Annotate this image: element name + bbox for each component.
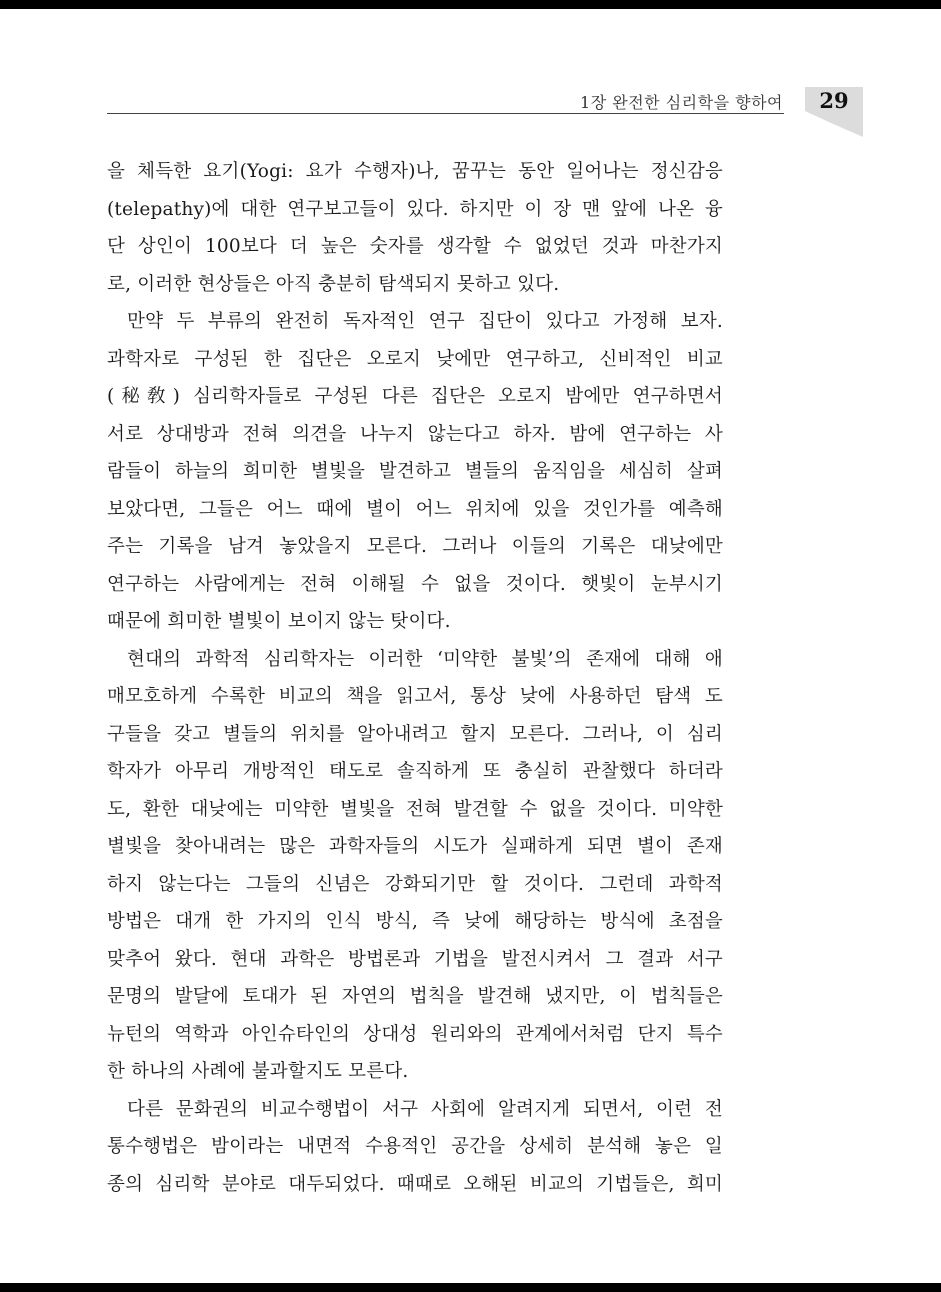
page-number: 29 [819, 88, 849, 113]
header-rule [107, 113, 784, 114]
body-text [107, 153, 723, 1203]
text-line: 문명의 발달에 토대가 된 자연의 법칙을 발견해 냈지만, 이 법칙들은 [107, 986, 723, 1007]
paragraph [107, 641, 723, 1091]
text-line: 로, 이러한 현상들은 아직 충분히 탐색되지 못하고 있다. [107, 273, 560, 295]
text-line: 별빛을 찾아내려는 많은 과학자들의 시도가 실패하게 되면 별이 존재 [107, 836, 723, 857]
text-line: 학자가 아무리 개방적인 태도로 솔직하게 또 충실히 관찰했다 하더라 [107, 761, 723, 782]
text-line: 단 상인이 100보다 더 높은 숫자를 생각할 수 없었던 것과 마찬가지 [107, 236, 723, 257]
text-line: 람들이 하늘의 희미한 별빛을 발견하고 별들의 움직임을 세심히 살펴 [107, 461, 723, 482]
text-line: 서로 상대방과 전혀 의견을 나누지 않는다고 하자. 밤에 연구하는 사 [107, 423, 723, 445]
text-line: 보았다면, 그들은 어느 때에 별이 어느 위치에 있을 것인가를 예측해 [107, 498, 723, 520]
paragraph [107, 303, 723, 641]
top-border [0, 0, 941, 9]
text-line: 연구하는 사람에게는 전혀 이해될 수 없을 것이다. 햇빛이 눈부시기 [107, 573, 723, 595]
paragraph [107, 153, 723, 303]
text-line: 주는 기록을 남겨 놓았을지 모른다. 그러나 이들의 기록은 대낮에만 [107, 536, 723, 557]
text-line: 만약 두 부류의 완전히 독자적인 연구 집단이 있다고 가정해 보자. [127, 311, 723, 332]
text-line: 종의 심리학 분야로 대두되었다. 때때로 오해된 비교의 기법들은, 희미 [107, 1173, 723, 1195]
text-line: 때문에 희미한 별빛이 보이지 않는 탓이다. [107, 611, 451, 632]
bottom-border [0, 1283, 941, 1292]
text-line: 구들을 갖고 별들의 위치를 알아내려고 할지 모른다. 그러나, 이 심리 [107, 723, 723, 745]
text-line: 통수행법은 밤이라는 내면적 수용적인 공간을 상세히 분석해 놓은 일 [107, 1136, 723, 1157]
text-line: 한 하나의 사례에 불과할지도 모른다. [107, 1061, 409, 1082]
text-line: 맞추어 왔다. 현대 과학은 방법론과 기법을 발전시켜서 그 결과 서구 [107, 948, 723, 970]
text-line: 도, 환한 대낮에는 미약한 별빛을 전혀 발견할 수 없을 것이다. 미약한 [107, 798, 723, 820]
paragraph [107, 1091, 723, 1204]
text-line: (telepathy)에 대한 연구보고들이 있다. 하지만 이 장 맨 앞에 나온 융 [107, 198, 723, 220]
text-line: 뉴턴의 역학과 아인슈타인의 상대성 원리와의 관계에서처럼 단지 특수 [107, 1023, 723, 1045]
running-header-title: 1장 완전한 심리학을 향하여 [580, 93, 783, 112]
text-line: 을 체득한 요기(Yogi: 요가 수행자)나, 꿈꾸는 동안 일어나는 정신감응 [107, 161, 723, 182]
text-line: 다른 문화권의 비교수행법이 서구 사회에 알려지게 되면서, 이런 전 [127, 1098, 723, 1120]
text-line: 하지 않는다는 그들의 신념은 강화되기만 할 것이다. 그런데 과학적 [107, 873, 723, 895]
text-line: 방법은 대개 한 가지의 인식 방식, 즉 낮에 해당하는 방식에 초점을 [107, 911, 723, 932]
text-line: 매모호하게 수록한 비교의 책을 읽고서, 통상 낮에 사용하던 탐색 도 [107, 686, 723, 707]
text-line: 현대의 과학적 심리학자는 이러한 ‘미약한 불빛’의 존재에 대해 애 [127, 648, 723, 670]
text-line: 과학자로 구성된 한 집단은 오로지 낮에만 연구하고, 신비적인 비교 [107, 348, 723, 370]
text-line: (秘敎) 심리학자들로 구성된 다른 집단은 오로지 밤에만 연구하면서 [107, 386, 723, 407]
